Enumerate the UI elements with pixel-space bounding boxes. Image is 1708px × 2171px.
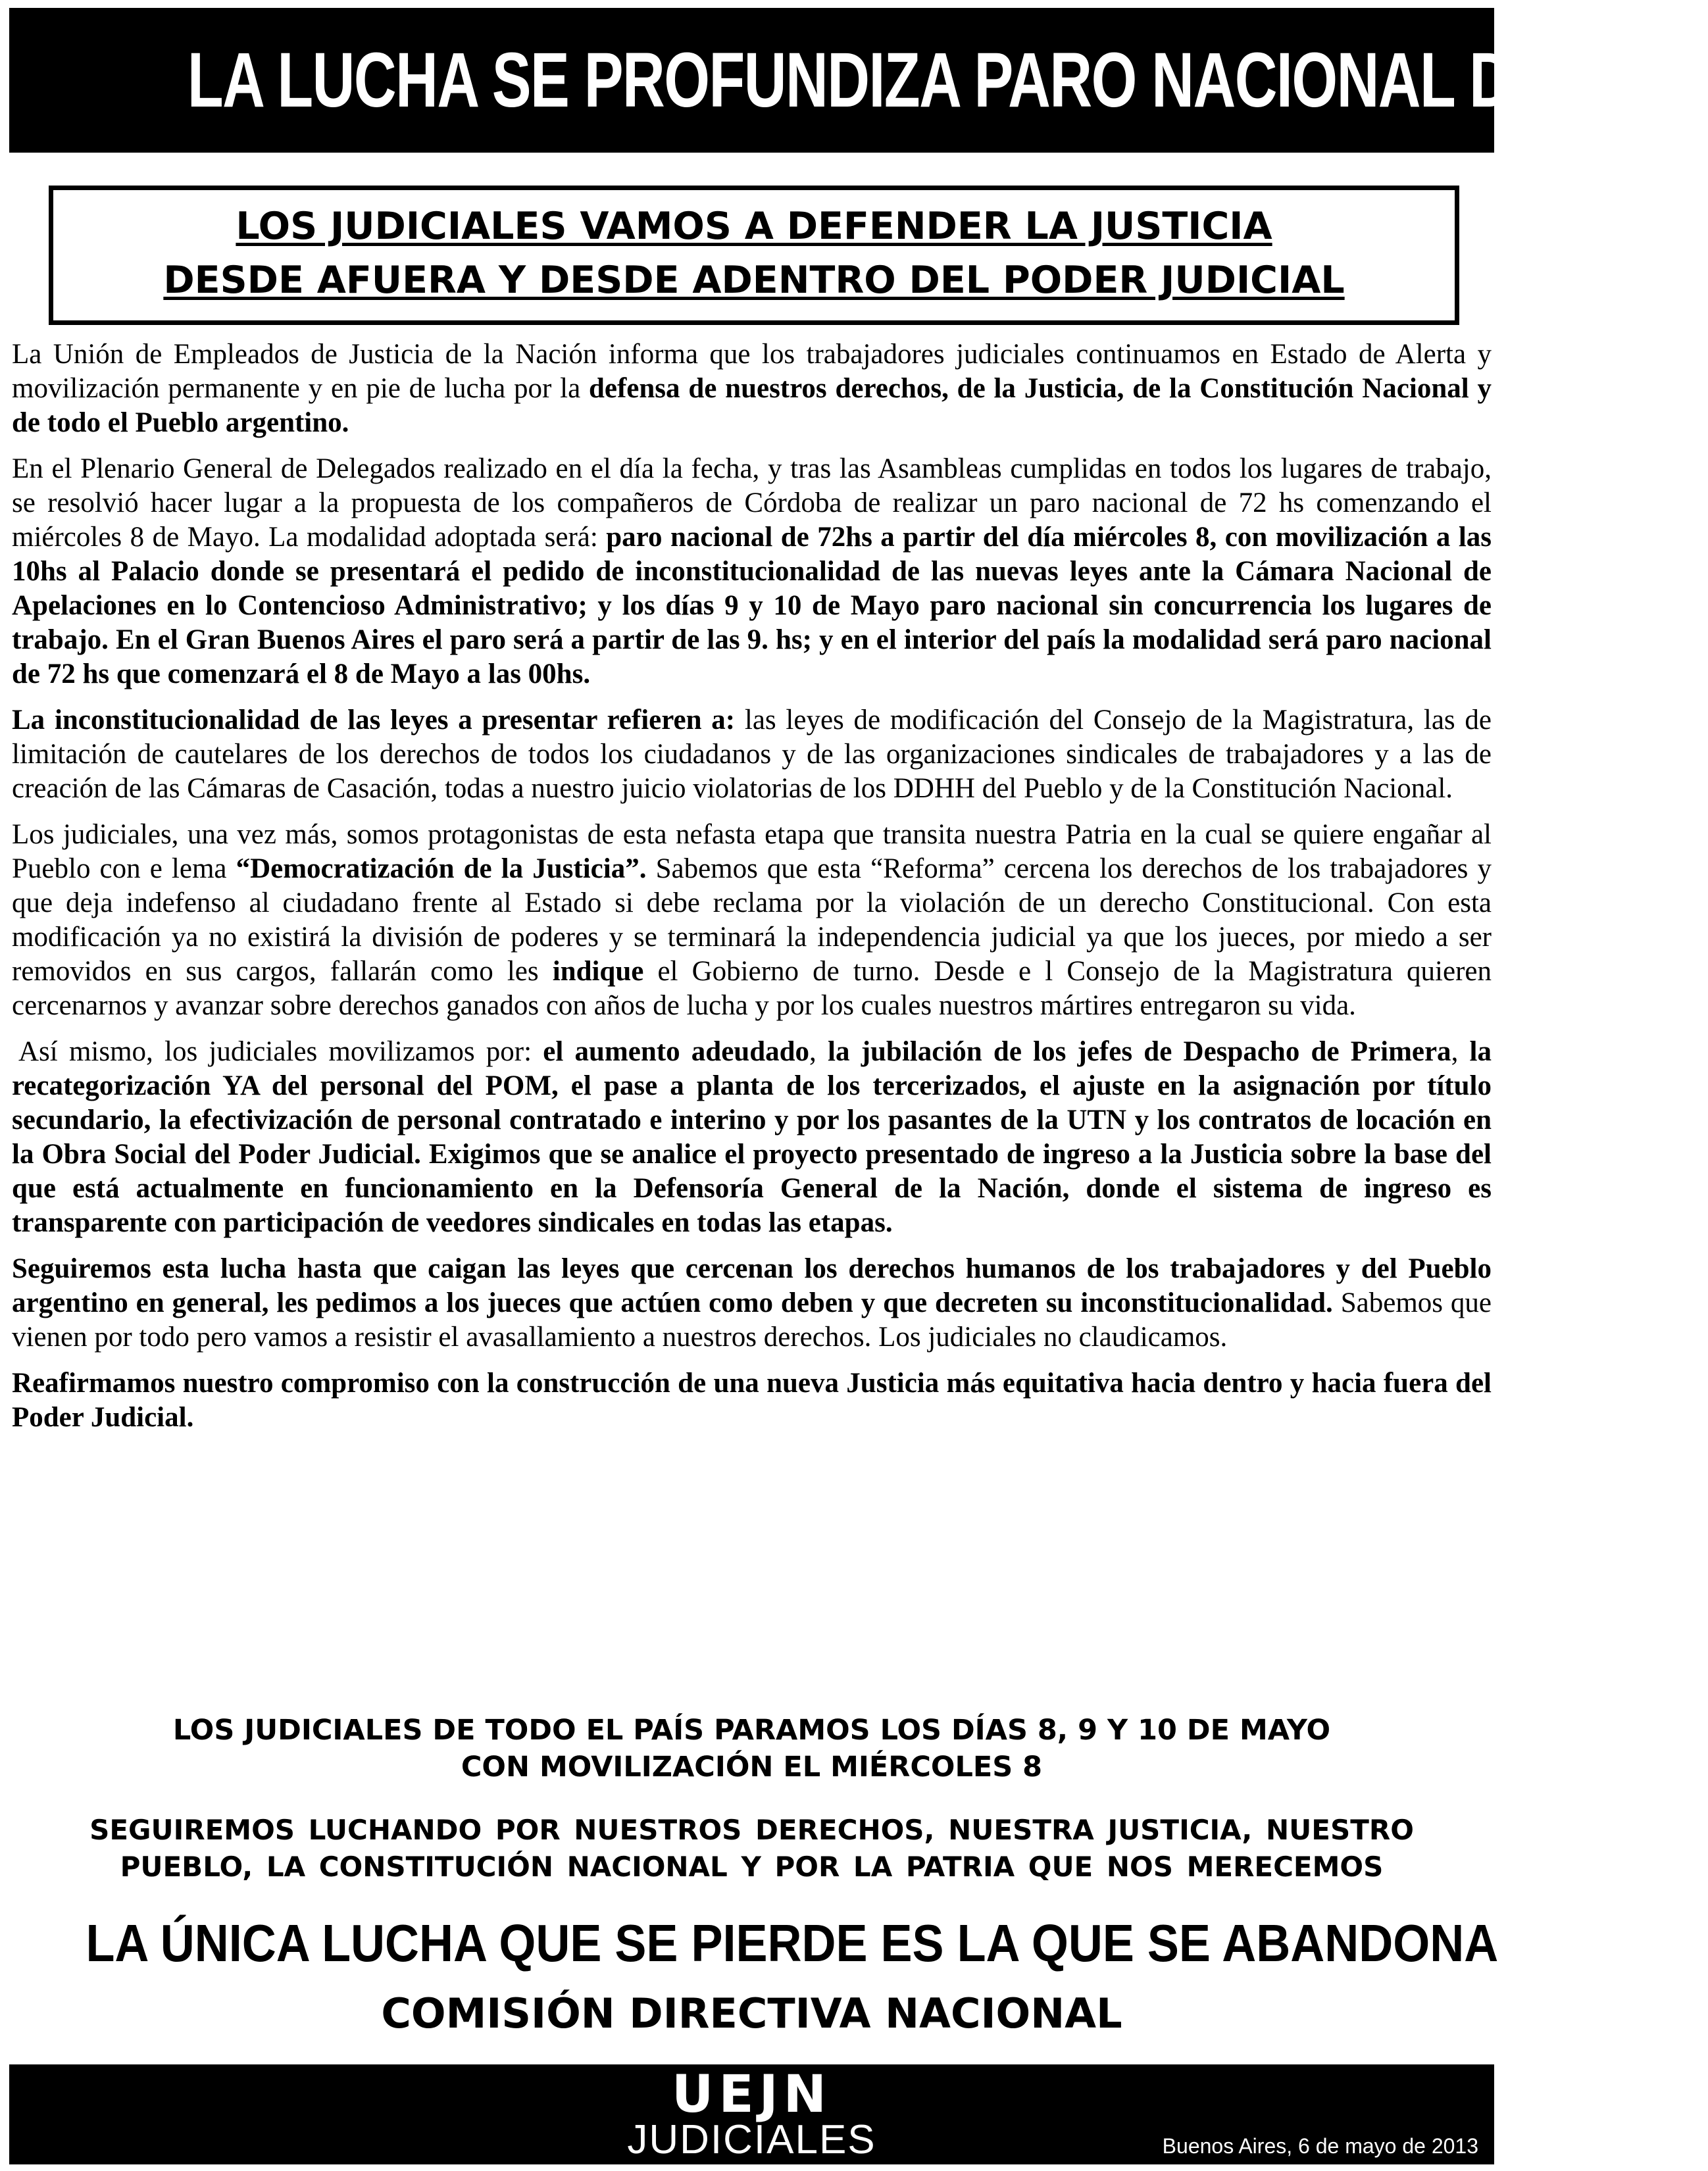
header-banner xyxy=(9,8,1708,153)
paragraph-demands-sep-1: , xyxy=(809,1036,828,1067)
paragraph-plenary-emphasis: paro nacional de 72hs a partir del día miércoles 8, con movilización a las 10hs al Palacio donde se presentará el pedido de inconstitucionalidad de las nuevas leyes ante la Cámara Nacional de Apelaciones en lo Contencioso Administrativo; y los días 9 y 10 de Mayo paro nacional sin concurrencia los lugares de trabajo. En el Gran Buenos Aires el paro será a partir de las 9. hs; y en el interior del país la modalidad será paro nacional de 72 hs que comenzará el 8 de Mayo a las 00hs. xyxy=(12,522,1492,689)
paragraph-intro-emphasis: defensa de nuestros derechos, de la Justicia, de la Constitución Nacional y de todo el Pueblo argentino. xyxy=(12,373,1492,438)
closing-section xyxy=(12,1712,1499,2042)
subtitle-line-2: DESDE AFUERA Y DESDE ADENTRO DEL PODER JUDICIAL xyxy=(163,259,1345,302)
motto: LA ÚNICA LUCHA QUE SE PIERDE ES LA QUE SE ABANDONA xyxy=(86,1914,1499,1972)
fight-slogan xyxy=(12,1812,1492,1885)
strike-days-line-1: LOS JUDICIALES DE TODO EL PAÍS PARAMOS LOS DÍAS 8, 9 Y 10 DE MAYO xyxy=(172,1714,1331,1747)
paragraph-protagonists-text-1: Los judiciales, una vez más, somos protagonistas de esta nefasta etapa que transita nuestra Patria en la cual se quiere engañar al Pueblo con e lema xyxy=(12,819,1492,884)
paragraph-demands-recategorization: la recategorización YA del personal del POM xyxy=(12,1036,1492,1101)
paragraph-demands-list: , el pase a planta de los tercerizados, el ajuste en la asignación por título secundario, la efectivización de personal contratado e interino y por los pasantes de la UTN y los contratos de locación en la Obra Social del Poder Judicial xyxy=(12,1070,1492,1170)
strike-days-slogan xyxy=(12,1712,1492,1785)
place-date: Buenos Aires, 6 de mayo de 2013 xyxy=(1162,2134,1478,2158)
article-body xyxy=(12,337,1492,1447)
paragraph-protagonists-text-3: el Gobierno de turno. Desde e l Consejo de la Magistratura quieren cercenarnos y avanzar sobre derechos ganados con años de lucha y por los cuales nuestros mártires entregaron su vida. xyxy=(12,956,1492,1021)
paragraph-demands-raise: el aumento adeudado xyxy=(543,1036,810,1067)
paragraph-unconstitutionality xyxy=(12,703,1492,806)
paragraph-plenary-text: En el Plenario General de Delegados realizado en el día la fecha, y tras las Asambleas cumplidas en todos los lugares de trabajo, se resolvió hacer lugar a la propuesta de los compañeros de Córdoba de realizar un paro nacional de 72 hs comenzando el miércoles 8 de Mayo. La modalidad adoptada será: xyxy=(12,453,1492,553)
footer-bar xyxy=(9,2064,1494,2164)
paragraph-resistance-text: Sabemos que vienen por todo pero vamos a resistir el avasallamiento a nuestros derechos. Los judiciales no claudicamos. xyxy=(12,1287,1492,1353)
paragraph-demands-sep-2: , xyxy=(1451,1036,1470,1067)
paragraph-protagonists-indique: indique xyxy=(552,956,644,987)
fight-slogan-line-1: SEGUIREMOS LUCHANDO POR NUESTROS DERECHOS, NUESTRA JUSTICIA, NUESTRO xyxy=(89,1814,1414,1846)
paragraph-commitment-text: Reafirmamos nuestro compromiso con la construcción de una nueva Justicia más equitativa hacia dentro y hacia fuera del Poder Judicial. xyxy=(12,1368,1492,1433)
subtitle-box xyxy=(49,186,1459,325)
paragraph-protagonists xyxy=(12,818,1492,1023)
paragraph-protagonists-quote: “Democratización de la Justicia”. xyxy=(236,853,647,884)
paragraph-intro-text: La Unión de Empleados de Justicia de la Nación informa que los trabajadores judiciales continuamos en Estado de Alerta y movilización permanente y en pie de lucha por la xyxy=(12,339,1492,404)
paragraph-demands-project: . Exigimos que se analice el proyecto presentado de ingreso a la Justicia sobre la base del que está actualmente en funcionamiento en la Defensoría General de la Nación, donde el sistema de ingreso es transparente con participación de veedores sindicales en todas las etapas. xyxy=(12,1139,1492,1238)
signature: COMISIÓN DIRECTIVA NACIONAL xyxy=(381,1989,1122,2037)
paragraph-intro xyxy=(12,337,1492,440)
paragraph-commitment xyxy=(12,1366,1492,1435)
paragraph-resistance xyxy=(12,1252,1492,1355)
paragraph-demands-lead: Así mismo, los judiciales movilizamos por: xyxy=(18,1036,543,1067)
paragraph-demands-retirement: la jubilación de los jefes de Despacho de Primera xyxy=(828,1036,1451,1067)
org-name: JUDICIALES xyxy=(627,2117,876,2162)
paragraph-unconstitutionality-lead: La inconstitucionalidad de las leyes a presentar refieren a: xyxy=(12,705,736,736)
paragraph-unconstitutionality-text: las leyes de modificación del Consejo de la Magistratura, las de limitación de cautelares de los derechos de todos los ciudadanos y de las organizaciones sindicales de trabajadores y a las de creación de las Cámaras de Casación, todas a nuestro juicio violatorias de los DDHH del Pueblo y de la Constitución Nacional. xyxy=(12,705,1492,804)
paragraph-demands xyxy=(12,1035,1492,1240)
paragraph-resistance-emphasis: Seguiremos esta lucha hasta que caigan las leyes que cercenan los derechos humanos de los trabajadores y del Pueblo argentino en general, les pedimos a los jueces que actúen como deben y que decreten su inconstitucionalidad. xyxy=(12,1253,1492,1318)
banner-title: LA LUCHA SE PROFUNDIZA PARO NACIONAL DE 72HS xyxy=(187,37,1708,124)
fight-slogan-line-2: PUEBLO, LA CONSTITUCIÓN NACIONAL Y POR LA PATRIA QUE NOS MERECEMOS xyxy=(120,1851,1384,1883)
strike-days-line-2: CON MOVILIZACIÓN EL MIÉRCOLES 8 xyxy=(461,1751,1043,1784)
paragraph-plenary xyxy=(12,452,1492,691)
org-acronym: UEJN xyxy=(672,2065,832,2124)
subtitle-line-1: LOS JUDICIALES VAMOS A DEFENDER LA JUSTICIA xyxy=(236,205,1272,248)
paragraph-protagonists-text-2: Sabemos que esta “Reforma” cercena los derechos de los trabajadores y que deja indefenso al ciudadano frente al Estado si debe reclama por la violación de un derecho Constitucional. Con esta modificación ya no existirá la división de poderes y se terminará la independencia judicial ya que los jueces, por miedo a ser removidos en sus cargos, fallarán como les xyxy=(12,853,1492,987)
